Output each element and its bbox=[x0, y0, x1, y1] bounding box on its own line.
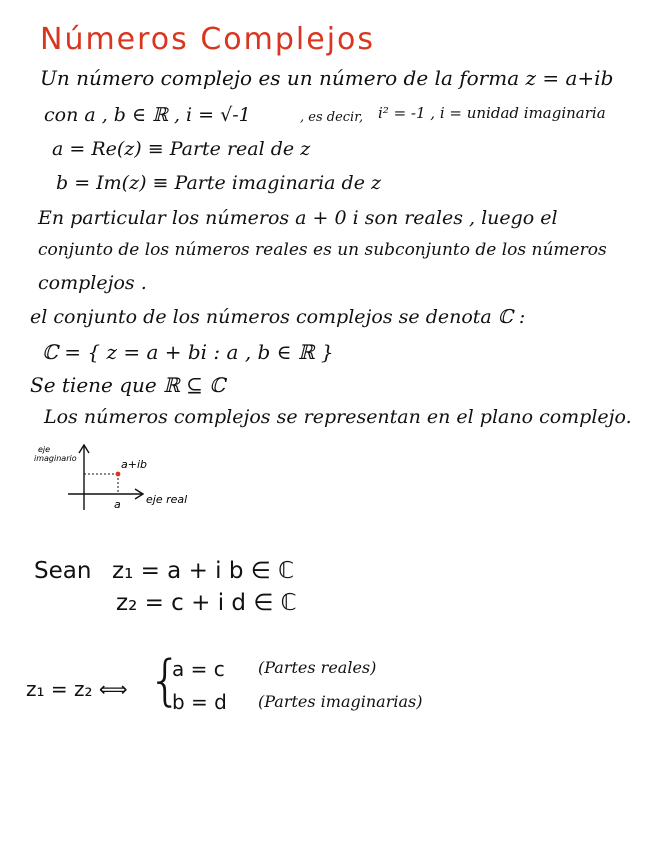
real-part-line: a = Re(z) ≡ Parte real de z bbox=[52, 138, 311, 160]
equality-lhs: z₁ = z₂ ⟺ bbox=[26, 677, 128, 701]
equality-row1-note: (Partes reales) bbox=[258, 658, 377, 677]
set-definition: ℂ = { z = a + bi : a , b ∈ ℝ } bbox=[42, 340, 334, 364]
definition-line: Un número complejo es un número de la forma z = a+ib bbox=[40, 66, 614, 90]
z1-definition: z₁ = a + i b ∈ ℂ bbox=[112, 558, 295, 584]
equality-brace: { bbox=[148, 649, 183, 712]
paragraph-line-3: complejos . bbox=[38, 272, 147, 294]
subset-statement: Se tiene que ℝ ⊆ ℂ bbox=[30, 373, 226, 397]
paragraph-line-1: En particular los números a + 0 i son reales , luego el bbox=[38, 207, 558, 229]
equality-row2: b = d bbox=[172, 690, 227, 714]
definition-conditions: con a , b ∈ ℝ , i = √-1 bbox=[44, 104, 251, 126]
point-label: a+ib bbox=[121, 458, 147, 471]
es-decir-text: , es decir, bbox=[300, 110, 364, 125]
y-axis-label-1: eje bbox=[38, 445, 51, 454]
paragraph-line-2: conjunto de los números reales es un subconjunto de los números bbox=[38, 240, 607, 260]
x-axis-label: eje real bbox=[146, 493, 188, 506]
complex-point bbox=[116, 472, 121, 477]
a-tick-label: a bbox=[114, 498, 121, 511]
sean-word: Sean bbox=[34, 558, 92, 584]
imaginary-unit-text: i² = -1 , i = unidad imaginaria bbox=[378, 104, 606, 122]
plane-sentence: Los números complejos se representan en el plano complejo. bbox=[44, 406, 632, 428]
y-axis-label-2: imaginario bbox=[34, 454, 77, 463]
notation-line: el conjunto de los números complejos se denota ℂ : bbox=[30, 306, 526, 328]
imaginary-part-line: b = Im(z) ≡ Parte imaginaria de z bbox=[56, 172, 381, 194]
equality-row1: a = c bbox=[172, 657, 225, 681]
z2-definition: z₂ = c + i d ∈ ℂ bbox=[116, 590, 297, 616]
page-title: Números Complejos bbox=[40, 22, 376, 57]
equality-row2-note: (Partes imaginarias) bbox=[258, 692, 423, 711]
